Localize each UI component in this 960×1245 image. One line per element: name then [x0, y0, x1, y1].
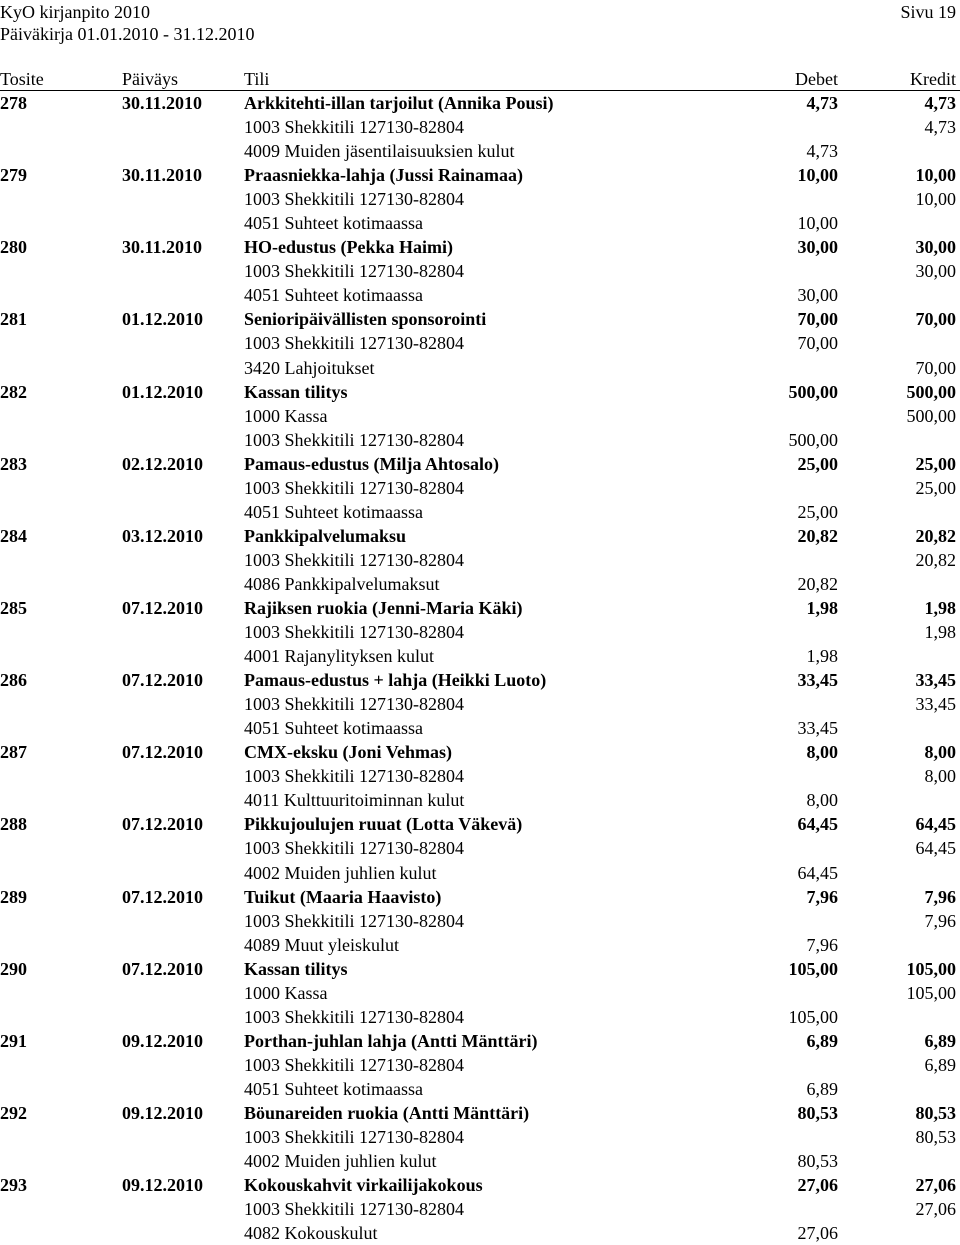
line-debet: 20,82 — [797, 573, 838, 594]
entry-line — [0, 1125, 960, 1149]
entry-debet: 7,96 — [806, 886, 838, 907]
entry-line — [0, 1077, 960, 1101]
entry-row — [0, 452, 960, 476]
entry-line — [0, 115, 960, 139]
voucher-number: 288 — [0, 814, 27, 835]
line-account: 1003 Shekkitili 127130-82804 — [244, 189, 464, 210]
entry-kredit: 6,89 — [924, 1030, 956, 1051]
line-account: 4051 Suhteet kotimaassa — [244, 501, 423, 522]
entry-debet: 8,00 — [806, 742, 838, 763]
line-debet: 10,00 — [797, 213, 838, 234]
line-debet: 25,00 — [797, 501, 838, 522]
entry-date: 02.12.2010 — [122, 453, 203, 474]
line-kredit: 27,06 — [915, 1199, 956, 1220]
entry-date: 07.12.2010 — [122, 670, 203, 691]
entry-description: Senioripäivällisten sponsorointi — [244, 309, 487, 330]
entry-debet: 10,00 — [797, 165, 838, 186]
line-debet: 30,00 — [797, 285, 838, 306]
line-account: 1003 Shekkitili 127130-82804 — [244, 1199, 464, 1220]
line-kredit: 20,82 — [915, 549, 956, 570]
journal-entries — [0, 91, 960, 1245]
entry-date: 07.12.2010 — [122, 814, 203, 835]
line-debet: 33,45 — [797, 718, 838, 739]
entry-kredit: 8,00 — [924, 742, 956, 763]
entry-row — [0, 91, 960, 115]
entry-debet: 500,00 — [788, 381, 838, 402]
entry-line — [0, 764, 960, 788]
entry-debet: 27,06 — [797, 1175, 838, 1196]
entry-date: 01.12.2010 — [122, 381, 203, 402]
entry-description: Böunareiden ruokia (Antti Mänttäri) — [244, 1102, 530, 1123]
entry-kredit: 105,00 — [906, 958, 956, 979]
entry-line — [0, 187, 960, 211]
line-account: 4051 Suhteet kotimaassa — [244, 1078, 423, 1099]
line-account: 4002 Muiden juhlien kulut — [244, 1151, 437, 1172]
entry-description: Porthan-juhlan lahja (Antti Mänttäri) — [244, 1030, 538, 1051]
entry-date: 01.12.2010 — [122, 309, 203, 330]
voucher-number: 292 — [0, 1102, 27, 1123]
entry-kredit: 7,96 — [924, 886, 956, 907]
entry-line — [0, 1053, 960, 1077]
entry-line — [0, 861, 960, 885]
entry-kredit: 10,00 — [915, 165, 956, 186]
entry-date: 07.12.2010 — [122, 742, 203, 763]
line-account: 1003 Shekkitili 127130-82804 — [244, 622, 464, 643]
entry-row — [0, 1029, 960, 1053]
line-account: 1003 Shekkitili 127130-82804 — [244, 766, 464, 787]
voucher-number: 285 — [0, 597, 27, 618]
entry-line — [0, 716, 960, 740]
line-kredit: 500,00 — [906, 405, 956, 426]
entry-line — [0, 981, 960, 1005]
entry-debet: 4,73 — [806, 93, 838, 113]
line-debet: 1,98 — [806, 646, 838, 667]
entry-line — [0, 404, 960, 428]
voucher-number: 289 — [0, 886, 27, 907]
voucher-number: 286 — [0, 670, 27, 691]
entry-date: 09.12.2010 — [122, 1030, 203, 1051]
line-account: 1003 Shekkitili 127130-82804 — [244, 117, 464, 138]
entry-kredit: 4,73 — [924, 93, 956, 113]
line-account: 4009 Muiden jäsentilaisuuksien kulut — [244, 141, 515, 162]
report-title: KyO kirjanpito 2010 — [0, 2, 150, 22]
line-account: 1003 Shekkitili 127130-82804 — [244, 549, 464, 570]
entry-debet: 20,82 — [797, 525, 838, 546]
line-debet: 7,96 — [806, 934, 838, 955]
entry-row — [0, 163, 960, 187]
line-kredit: 1,98 — [924, 622, 956, 643]
line-debet: 6,89 — [806, 1078, 838, 1099]
entry-line — [0, 356, 960, 380]
voucher-number: 291 — [0, 1030, 27, 1051]
entry-line — [0, 476, 960, 500]
line-debet: 105,00 — [788, 1006, 838, 1027]
entry-row — [0, 524, 960, 548]
entry-date: 30.11.2010 — [122, 237, 203, 258]
entry-line — [0, 788, 960, 812]
entry-kredit: 70,00 — [915, 309, 956, 330]
line-account: 1003 Shekkitili 127130-82804 — [244, 910, 464, 931]
entry-row — [0, 235, 960, 259]
entry-date: 09.12.2010 — [122, 1175, 203, 1196]
entry-date: 07.12.2010 — [122, 958, 203, 979]
entry-line — [0, 211, 960, 235]
entry-kredit: 25,00 — [915, 453, 956, 474]
entry-date: 07.12.2010 — [122, 597, 203, 618]
entry-date: 30.11.2010 — [122, 93, 203, 113]
column-header-kredit: Kredit — [910, 69, 956, 89]
voucher-number: 293 — [0, 1175, 27, 1196]
entry-row — [0, 668, 960, 692]
entry-row — [0, 885, 960, 909]
entry-kredit: 27,06 — [915, 1175, 956, 1196]
entry-description: Kassan tilitys — [244, 381, 348, 402]
entry-line — [0, 1149, 960, 1173]
line-debet: 70,00 — [797, 333, 838, 354]
line-account: 1000 Kassa — [244, 405, 328, 426]
entry-line — [0, 1221, 960, 1245]
entry-description: Rajiksen ruokia (Jenni-Maria Käki) — [244, 597, 523, 618]
voucher-number: 283 — [0, 453, 27, 474]
line-debet: 64,45 — [797, 862, 838, 883]
entry-description: Tuikut (Maaria Haavisto) — [244, 886, 442, 907]
line-kredit: 64,45 — [915, 838, 956, 859]
entry-line — [0, 548, 960, 572]
line-account: 1003 Shekkitili 127130-82804 — [244, 261, 464, 282]
entry-line — [0, 572, 960, 596]
entry-description: Kassan tilitys — [244, 958, 348, 979]
line-account: 1003 Shekkitili 127130-82804 — [244, 694, 464, 715]
entry-line — [0, 428, 960, 452]
entry-description: Pamaus-edustus + lahja (Heikki Luoto) — [244, 670, 547, 691]
entry-debet: 30,00 — [797, 237, 838, 258]
line-account: 4051 Suhteet kotimaassa — [244, 718, 423, 739]
entry-line — [0, 1197, 960, 1221]
entry-description: HO-edustus (Pekka Haimi) — [244, 237, 454, 258]
entry-line — [0, 644, 960, 668]
entry-line — [0, 259, 960, 283]
entry-line — [0, 283, 960, 307]
entry-description: Pankkipalvelumaksu — [244, 525, 407, 546]
entry-line — [0, 836, 960, 860]
entry-debet: 80,53 — [797, 1102, 838, 1123]
entry-line — [0, 500, 960, 524]
column-header-paivays: Päiväys — [122, 69, 178, 89]
entry-kredit: 80,53 — [915, 1102, 956, 1123]
entry-date: 07.12.2010 — [122, 886, 203, 907]
voucher-number: 284 — [0, 525, 27, 546]
voucher-number: 279 — [0, 165, 27, 186]
entry-line — [0, 933, 960, 957]
entry-row — [0, 1173, 960, 1197]
entry-row — [0, 596, 960, 620]
entry-debet: 6,89 — [806, 1030, 838, 1051]
line-account: 3420 Lahjoitukset — [244, 357, 375, 378]
entry-description: Praasniekka-lahja (Jussi Rainamaa) — [244, 165, 524, 186]
entry-kredit: 33,45 — [915, 670, 956, 691]
line-account: 1000 Kassa — [244, 982, 328, 1003]
voucher-number: 281 — [0, 309, 27, 330]
entry-debet: 70,00 — [797, 309, 838, 330]
line-account: 1003 Shekkitili 127130-82804 — [244, 1006, 464, 1027]
line-debet: 80,53 — [797, 1151, 838, 1172]
line-account: 4051 Suhteet kotimaassa — [244, 285, 423, 306]
column-header-tili: Tili — [244, 69, 270, 89]
entry-date: 03.12.2010 — [122, 525, 203, 546]
entry-line — [0, 620, 960, 644]
line-account: 4082 Kokouskulut — [244, 1223, 378, 1244]
line-account: 1003 Shekkitili 127130-82804 — [244, 477, 464, 498]
entry-kredit: 1,98 — [924, 597, 956, 618]
entry-row — [0, 740, 960, 764]
voucher-number: 287 — [0, 742, 27, 763]
entry-line — [0, 909, 960, 933]
line-debet: 4,73 — [806, 141, 838, 162]
entry-kredit: 20,82 — [915, 525, 956, 546]
entry-description: CMX-eksku (Joni Vehmas) — [244, 742, 453, 763]
entry-date: 09.12.2010 — [122, 1102, 203, 1123]
entry-line — [0, 331, 960, 355]
line-kredit: 70,00 — [915, 357, 956, 378]
line-kredit: 33,45 — [915, 694, 956, 715]
line-kredit: 7,96 — [924, 910, 956, 931]
line-debet: 500,00 — [788, 429, 838, 450]
column-header-debet: Debet — [795, 69, 838, 89]
page-number: Sivu 19 — [900, 2, 956, 22]
voucher-number: 280 — [0, 237, 27, 258]
voucher-number: 282 — [0, 381, 27, 402]
entry-date: 30.11.2010 — [122, 165, 203, 186]
column-header-tosite: Tosite — [0, 69, 44, 89]
line-account: 1003 Shekkitili 127130-82804 — [244, 1127, 464, 1148]
line-kredit: 30,00 — [915, 261, 956, 282]
entry-row — [0, 307, 960, 331]
line-kredit: 4,73 — [924, 117, 956, 138]
entry-row — [0, 1101, 960, 1125]
entry-description: Pikkujoulujen ruuat (Lotta Väkevä) — [244, 814, 523, 835]
entry-description: Arkkitehti-illan tarjoilut (Annika Pousi) — [244, 93, 554, 113]
line-kredit: 105,00 — [906, 982, 956, 1003]
entry-kredit: 30,00 — [915, 237, 956, 258]
line-account: 4051 Suhteet kotimaassa — [244, 213, 423, 234]
line-account: 1003 Shekkitili 127130-82804 — [244, 429, 464, 450]
entry-row — [0, 957, 960, 981]
entry-debet: 1,98 — [806, 597, 838, 618]
line-account: 1003 Shekkitili 127130-82804 — [244, 1054, 464, 1075]
entry-description: Pamaus-edustus (Milja Ahtosalo) — [244, 453, 500, 474]
line-account: 4002 Muiden juhlien kulut — [244, 862, 437, 883]
entry-debet: 33,45 — [797, 670, 838, 691]
entry-debet: 25,00 — [797, 453, 838, 474]
line-account: 4086 Pankkipalvelumaksut — [244, 573, 440, 594]
line-debet: 27,06 — [797, 1223, 838, 1244]
line-account: 1003 Shekkitili 127130-82804 — [244, 838, 464, 859]
entry-kredit: 500,00 — [906, 381, 956, 402]
entry-debet: 64,45 — [797, 814, 838, 835]
line-account: 4011 Kulttuuritoiminnan kulut — [244, 790, 465, 811]
line-kredit: 80,53 — [915, 1127, 956, 1148]
entry-line — [0, 139, 960, 163]
entry-line — [0, 1005, 960, 1029]
line-kredit: 25,00 — [915, 477, 956, 498]
line-account: 4001 Rajanylityksen kulut — [244, 646, 434, 667]
entry-debet: 105,00 — [788, 958, 838, 979]
entry-row — [0, 380, 960, 404]
line-kredit: 10,00 — [915, 189, 956, 210]
entry-description: Kokouskahvit virkailijakokous — [244, 1175, 483, 1196]
entry-kredit: 64,45 — [915, 814, 956, 835]
voucher-number: 290 — [0, 958, 27, 979]
voucher-number: 278 — [0, 93, 27, 113]
entry-line — [0, 692, 960, 716]
line-account: 1003 Shekkitili 127130-82804 — [244, 333, 464, 354]
line-account: 4089 Muut yleiskulut — [244, 934, 400, 955]
entry-row — [0, 812, 960, 836]
report-subtitle: Päiväkirja 01.01.2010 - 31.12.2010 — [0, 24, 255, 44]
line-debet: 8,00 — [806, 790, 838, 811]
line-kredit: 6,89 — [924, 1054, 956, 1075]
line-kredit: 8,00 — [924, 766, 956, 787]
